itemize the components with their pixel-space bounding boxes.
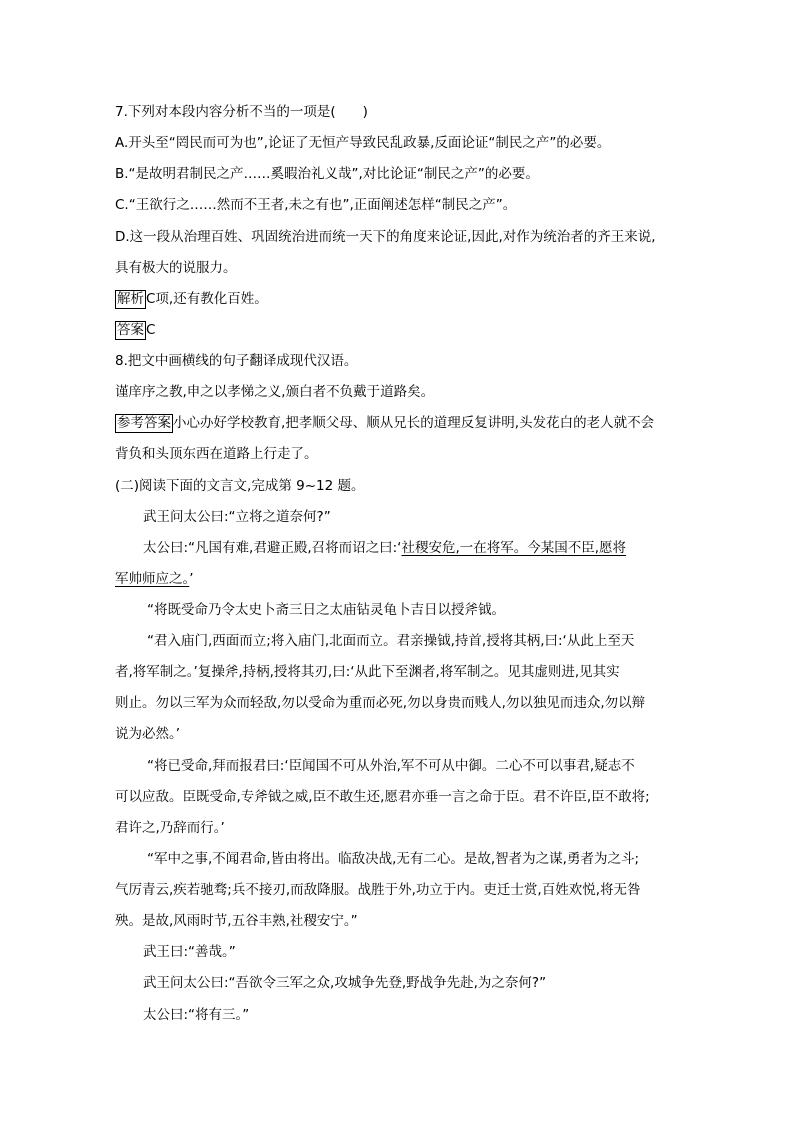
underlined-sentence-part2: 军帅师应之。	[115, 571, 190, 587]
q7-analysis	[115, 290, 268, 310]
passage-p4-line2: 者,将军制之。’复操斧,持柄,授将其刃,曰:‘从此下至渊者,将军制之。见其虚则进,见其实	[115, 664, 620, 680]
q7-answer	[115, 321, 155, 341]
passage-p2-quote-close: ’	[189, 571, 194, 587]
q7-option-c: C.“王欲行之……然而不王者,未之有也”,正面阐述怎样“制民之产”。	[115, 197, 517, 213]
passage-p9: 太公曰:“将有三。”	[143, 1007, 250, 1023]
passage-p2-line1	[143, 539, 626, 559]
q8-sentence: 谨庠序之教,申之以孝悌之义,颁白者不负戴于道路矣。	[115, 384, 435, 400]
q8-reference-answer-line2: 背负和头顶东西在道路上行走了。	[115, 446, 318, 462]
passage-p6-line1: “军中之事,不闻君命,皆由将出。临敌决战,无有二心。是故,智者为之谋,勇者为之斗;	[147, 851, 639, 867]
answer-text: C	[146, 322, 156, 338]
q7-option-d-line2: 具有极大的说服力。	[115, 260, 237, 276]
passage-p4-line1: “君入庙门,西面而立;将入庙门,北面而立。君亲操钺,持首,授将其柄,曰:‘从此上至天	[147, 633, 635, 649]
section2-intro: (二)阅读下面的文言文,完成第 9~12 题。	[115, 478, 365, 494]
analysis-tag: 解析	[117, 291, 144, 307]
reference-answer-tag: 参考答案	[117, 415, 171, 431]
passage-p2-text: 太公曰:“凡国有难,君避正殿,召将而诏之曰:‘	[143, 540, 402, 556]
reference-answer-line1: 小心办好学校教育,把孝顺父母、顺从兄长的道理反复讲明,头发花白的老人就不会	[173, 415, 655, 431]
q8-stem: 8.把文中画横线的句子翻译成现代汉语。	[115, 353, 358, 369]
q7-option-b: B.“是故明君制民之产……奚暇治礼义哉”,对比论证“制民之产”的必要。	[115, 166, 539, 182]
passage-p5-line1: “将已受命,拜而报君曰:‘臣闻国不可从外治,军不可从中御。二心不可以事君,疑志不	[147, 758, 635, 774]
passage-p4-line4: 说为必然。’	[115, 726, 181, 742]
passage-p5-line3: 君许之,乃辞而行。’	[115, 820, 225, 836]
passage-p5-line2: 可以应敌。臣既受命,专斧钺之威,臣不敢生还,愿君亦垂一言之命于臣。君不许臣,臣不敢将;	[115, 789, 650, 805]
passage-p8: 武王问太公曰:“吾欲令三军之众,攻城争先登,野战争先赴,为之奈何?”	[143, 975, 547, 991]
passage-p7: 武王曰:“善哉。”	[143, 944, 236, 960]
analysis-text: C项,还有教化百姓。	[146, 291, 268, 307]
passage-p4-line3: 则止。勿以三军为众而轻敌,勿以受命为重而必死,勿以身贵而贱人,勿以独见而违众,勿以辩	[115, 695, 646, 711]
passage-p1: 武王问太公曰:“立将之道奈何?”	[143, 509, 331, 525]
q7-option-d-line1: D.这一段从治理百姓、巩固统治进而统一天下的角度来论证,因此,对作为统治者的齐王来说,	[115, 229, 656, 245]
q8-reference-answer	[115, 414, 654, 434]
passage-p2-line2	[115, 570, 194, 590]
passage-p3: “将既受命乃令太史卜斋三日之太庙钻灵龟卜吉日以授斧钺。	[147, 602, 505, 618]
answer-tag: 答案	[117, 322, 144, 338]
q7-stem: 7.下列对本段内容分析不当的一项是( )	[115, 104, 368, 120]
q7-option-a: A.开头至“罔民而可为也”,论证了无恒产导致民乱政暴,反面论证“制民之产”的必要。	[115, 135, 611, 151]
underlined-sentence-part1: 社稷安危,一在将军。今某国不臣,愿将	[401, 540, 627, 556]
passage-p6-line2: 气厉青云,疾若驰骛;兵不接刃,而敌降服。战胜于外,功立于内。吏迁士赏,百姓欢悦,将无咎	[115, 882, 641, 898]
passage-p6-line3: 殃。是故,风雨时节,五谷丰熟,社稷安宁。”	[115, 913, 358, 929]
